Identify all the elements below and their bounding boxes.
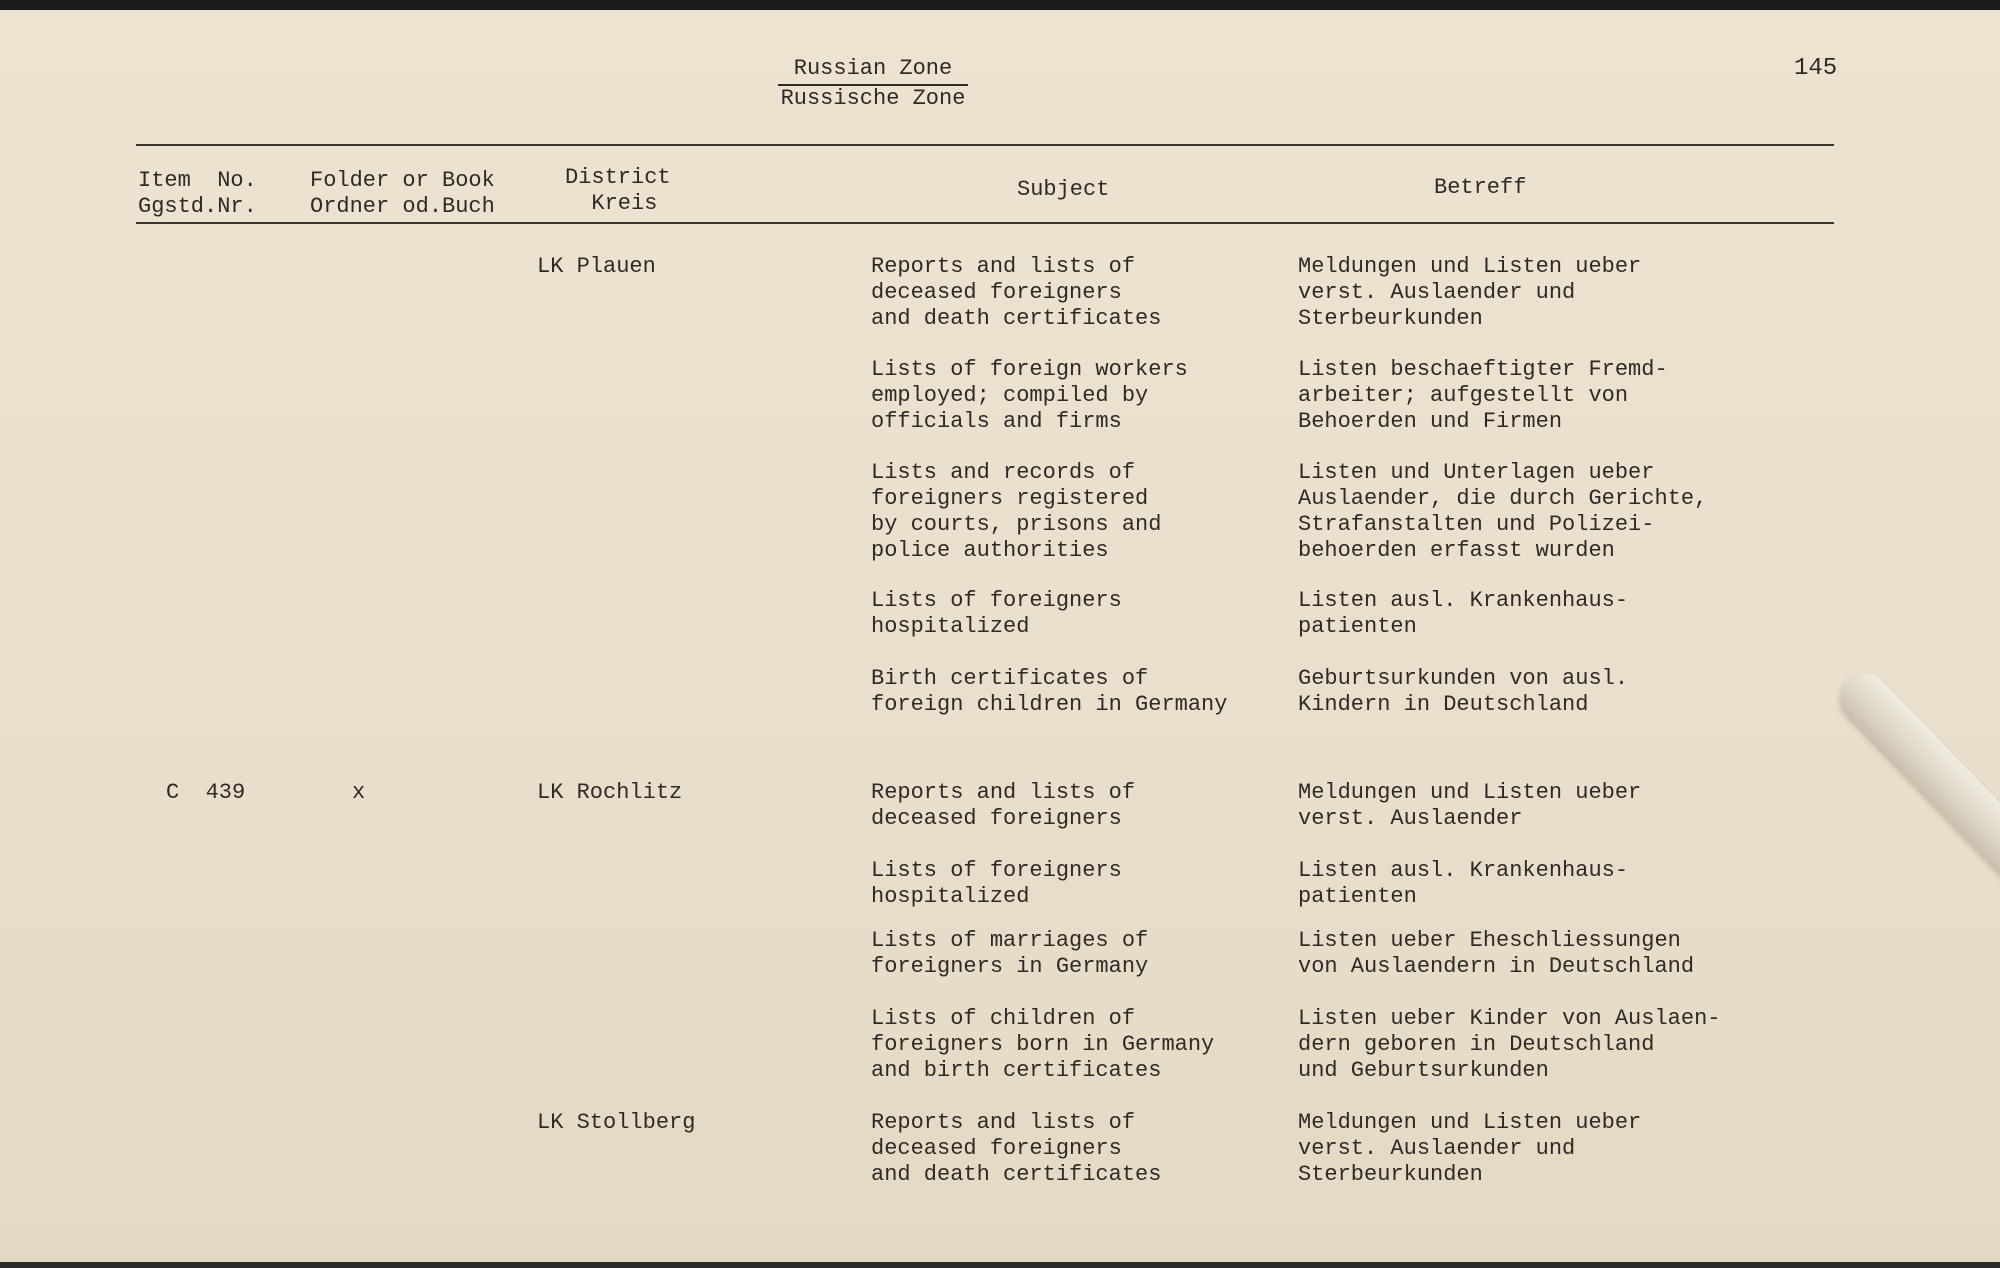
column-header-betreff: Betreff [1434, 175, 1527, 200]
cell-district: LK Rochlitz [537, 780, 683, 805]
cell-subject: Lists and records of foreigners registered by courts, prisons and police authorities [871, 460, 1162, 563]
column-header-folder: Folder or Book Ordner od.Buch [310, 168, 495, 219]
cell-betreff: Meldungen und Listen ueber verst. Auslaender und Sterbeurkunden [1298, 254, 1642, 331]
cell-betreff: Listen ueber Eheschliessungen von Auslaendern in Deutschland [1298, 928, 1695, 979]
cell-item-number: C 439 [166, 780, 246, 805]
cell-subject: Lists of foreigners hospitalized [871, 858, 1122, 909]
cell-betreff: Listen ueber Kinder von Auslaen- dern geboren in Deutschland und Geburtsurkunden [1298, 1006, 1721, 1083]
zone-title-german: Russische Zone [780, 86, 966, 111]
column-header-item: Item No. Ggstd.Nr. [138, 168, 257, 219]
column-header-district: District Kreis [565, 165, 671, 216]
cell-subject: Lists of children of foreigners born in Germany and birth certificates [871, 1006, 1215, 1083]
cell-betreff: Listen beschaeftigter Fremd- arbeiter; aufgestellt von Behoerden und Firmen [1298, 357, 1668, 434]
cell-subject: Lists of marriages of foreigners in Germany [871, 928, 1149, 979]
pen-stylus-tip [1831, 663, 2000, 912]
cell-subject: Birth certificates of foreign children in Germany [871, 666, 1228, 717]
cell-subject: Reports and lists of deceased foreigners [871, 780, 1136, 831]
cell-betreff: Meldungen und Listen ueber verst. Auslaender [1298, 780, 1642, 831]
cell-subject: Reports and lists of deceased foreigners and death certificates [871, 1110, 1162, 1187]
cell-district: LK Plauen [537, 254, 656, 279]
cell-betreff: Listen und Unterlagen ueber Auslaender, die durch Gerichte, Strafanstalten und Polizei- behoerden erfasst wurden [1298, 460, 1708, 563]
column-header-subject: Subject [1017, 177, 1110, 202]
header-bottom-rule [136, 222, 1834, 224]
cell-betreff: Meldungen und Listen ueber verst. Auslaender und Sterbeurkunden [1298, 1110, 1642, 1187]
page-number: 145 [1794, 55, 1838, 82]
zone-title-english: Russian Zone [793, 56, 953, 81]
cell-betreff: Listen ausl. Krankenhaus- patienten [1298, 858, 1629, 909]
page-bottom-edge [0, 1262, 2000, 1268]
cell-subject: Lists of foreign workers employed; compiled by officials and firms [871, 357, 1188, 434]
header-top-rule [136, 144, 1834, 146]
cell-folder-book: x [352, 780, 366, 805]
cell-subject: Reports and lists of deceased foreigners and death certificates [871, 254, 1162, 331]
cell-betreff: Geburtsurkunden von ausl. Kindern in Deutschland [1298, 666, 1629, 717]
cell-betreff: Listen ausl. Krankenhaus- patienten [1298, 588, 1629, 639]
cell-subject: Lists of foreigners hospitalized [871, 588, 1122, 639]
cell-district: LK Stollberg [537, 1110, 696, 1135]
document-page [0, 10, 2000, 1265]
